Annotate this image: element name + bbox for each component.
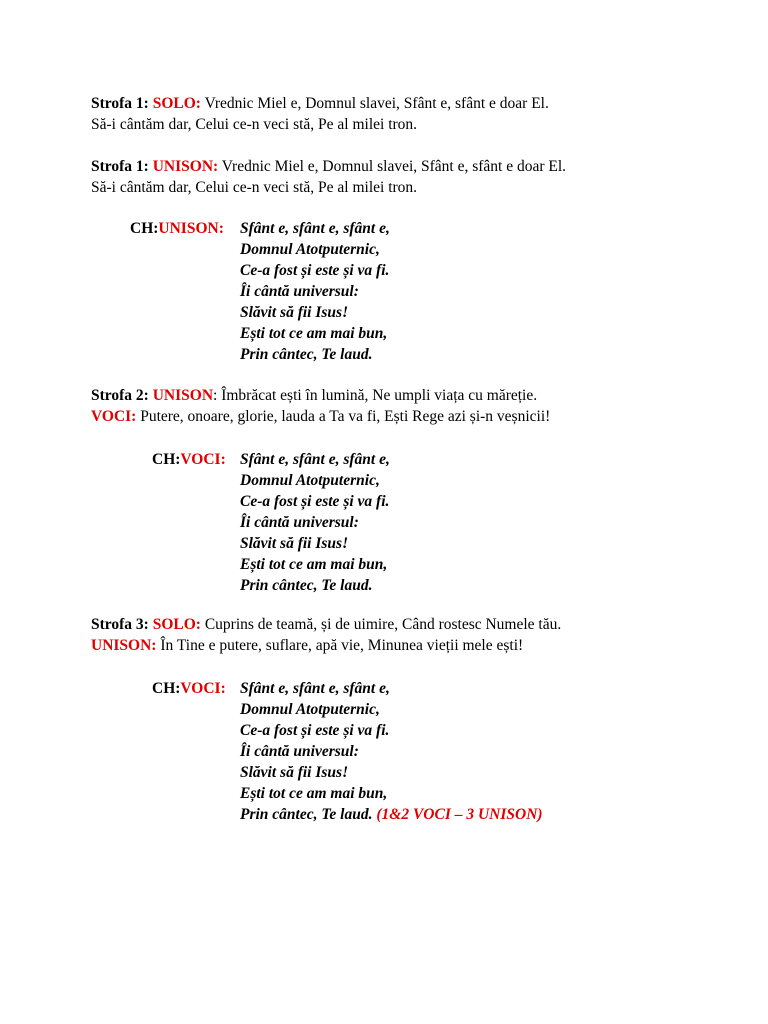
chorus-line: Îi cântă universul: <box>240 743 359 760</box>
chorus-line: Ești tot ce am mai bun, <box>240 556 388 573</box>
performance-note: (1&2 VOCI – 3 UNISON) <box>376 806 543 823</box>
strofa-1-unison-line-2 <box>91 178 417 198</box>
chorus-role: VOCI: <box>180 451 226 468</box>
chorus-line: Prin cântec, Te laud. <box>240 577 373 594</box>
verse-label: Strofa 1: <box>91 158 149 175</box>
chorus-2 <box>240 449 390 596</box>
chorus-line: Slăvit să fii Isus! <box>240 535 349 552</box>
role-label: SOLO: <box>152 95 201 112</box>
verse-label: Strofa 1: <box>91 95 149 112</box>
chorus-1 <box>240 218 390 365</box>
lyric-text: Cuprins de teamă, și de uimire, Când rostesc Numele tău. <box>204 616 562 633</box>
chorus-line: Domnul Atotputernic, <box>240 701 380 718</box>
chorus-line: Slăvit să fii Isus! <box>240 764 349 781</box>
chorus-2-label <box>152 449 226 470</box>
chorus-line: Sfânt e, sfânt e, sfânt e, <box>240 220 390 237</box>
lyric-text: Vrednic Miel e, Domnul slavei, Sfânt e, sfânt e doar El. <box>204 95 549 112</box>
chorus-line: Ce-a fost și este și va fi. <box>240 722 390 739</box>
chorus-line: Sfânt e, sfânt e, sfânt e, <box>240 451 390 468</box>
role-label: UNISON: <box>152 158 219 175</box>
chorus-line: Domnul Atotputernic, <box>240 241 380 258</box>
chorus-line: Sfânt e, sfânt e, sfânt e, <box>240 680 390 697</box>
chorus-line: Slăvit să fii Isus! <box>240 304 349 321</box>
strofa-2-line-2 <box>91 407 550 427</box>
role-label: UNISON: <box>91 637 157 654</box>
role-label: UNISON <box>152 387 214 404</box>
strofa-1-solo-line-2 <box>91 115 417 135</box>
chorus-line: Ce-a fost și este și va fi. <box>240 493 390 510</box>
lyric-text: Îmbrăcat ești în lumină, Ne umpli viața cu măreție. <box>221 387 538 404</box>
lyric-text: Să-i cântăm dar, Celui ce-n veci stă, Pe al milei tron. <box>91 179 418 196</box>
chorus-prefix: CH: <box>130 220 159 237</box>
chorus-prefix: CH: <box>152 680 181 697</box>
chorus-3 <box>240 678 543 825</box>
lyric-text: Să-i cântăm dar, Celui ce-n veci stă, Pe al milei tron. <box>91 116 418 133</box>
chorus-line: Ești tot ce am mai bun, <box>240 325 388 342</box>
chorus-3-label <box>152 678 226 699</box>
chorus-line: Îi cântă universul: <box>240 283 359 300</box>
role-colon: : <box>213 387 218 404</box>
role-label: SOLO: <box>152 616 201 633</box>
chorus-role: UNISON: <box>158 220 224 237</box>
strofa-3-line-2 <box>91 636 523 656</box>
role-label: VOCI: <box>91 408 137 425</box>
strofa-1-unison-line-1 <box>91 157 566 177</box>
chorus-final-line <box>240 804 543 825</box>
strofa-1-solo-line-1 <box>91 94 549 114</box>
lyric-text: În Tine e putere, suflare, apă vie, Minunea vieții mele ești! <box>160 637 524 654</box>
lyric-text: Putere, onoare, glorie, lauda a Ta va fi, Ești Rege azi și-n veșnicii! <box>140 408 551 425</box>
lyric-text: Vrednic Miel e, Domnul slavei, Sfânt e, sfânt e doar El. <box>221 158 567 175</box>
verse-label: Strofa 2: <box>91 387 149 404</box>
chorus-line: Prin cântec, Te laud. <box>240 806 373 823</box>
chorus-line: Ce-a fost și este și va fi. <box>240 262 390 279</box>
chorus-1-label <box>130 218 224 239</box>
chorus-role: VOCI: <box>180 680 226 697</box>
chorus-line: Ești tot ce am mai bun, <box>240 785 388 802</box>
chorus-line: Îi cântă universul: <box>240 514 359 531</box>
chorus-line: Domnul Atotputernic, <box>240 472 380 489</box>
strofa-3-line-1 <box>91 615 561 635</box>
chorus-line: Prin cântec, Te laud. <box>240 346 373 363</box>
verse-label: Strofa 3: <box>91 616 149 633</box>
chorus-prefix: CH: <box>152 451 181 468</box>
strofa-2-line-1 <box>91 386 537 406</box>
